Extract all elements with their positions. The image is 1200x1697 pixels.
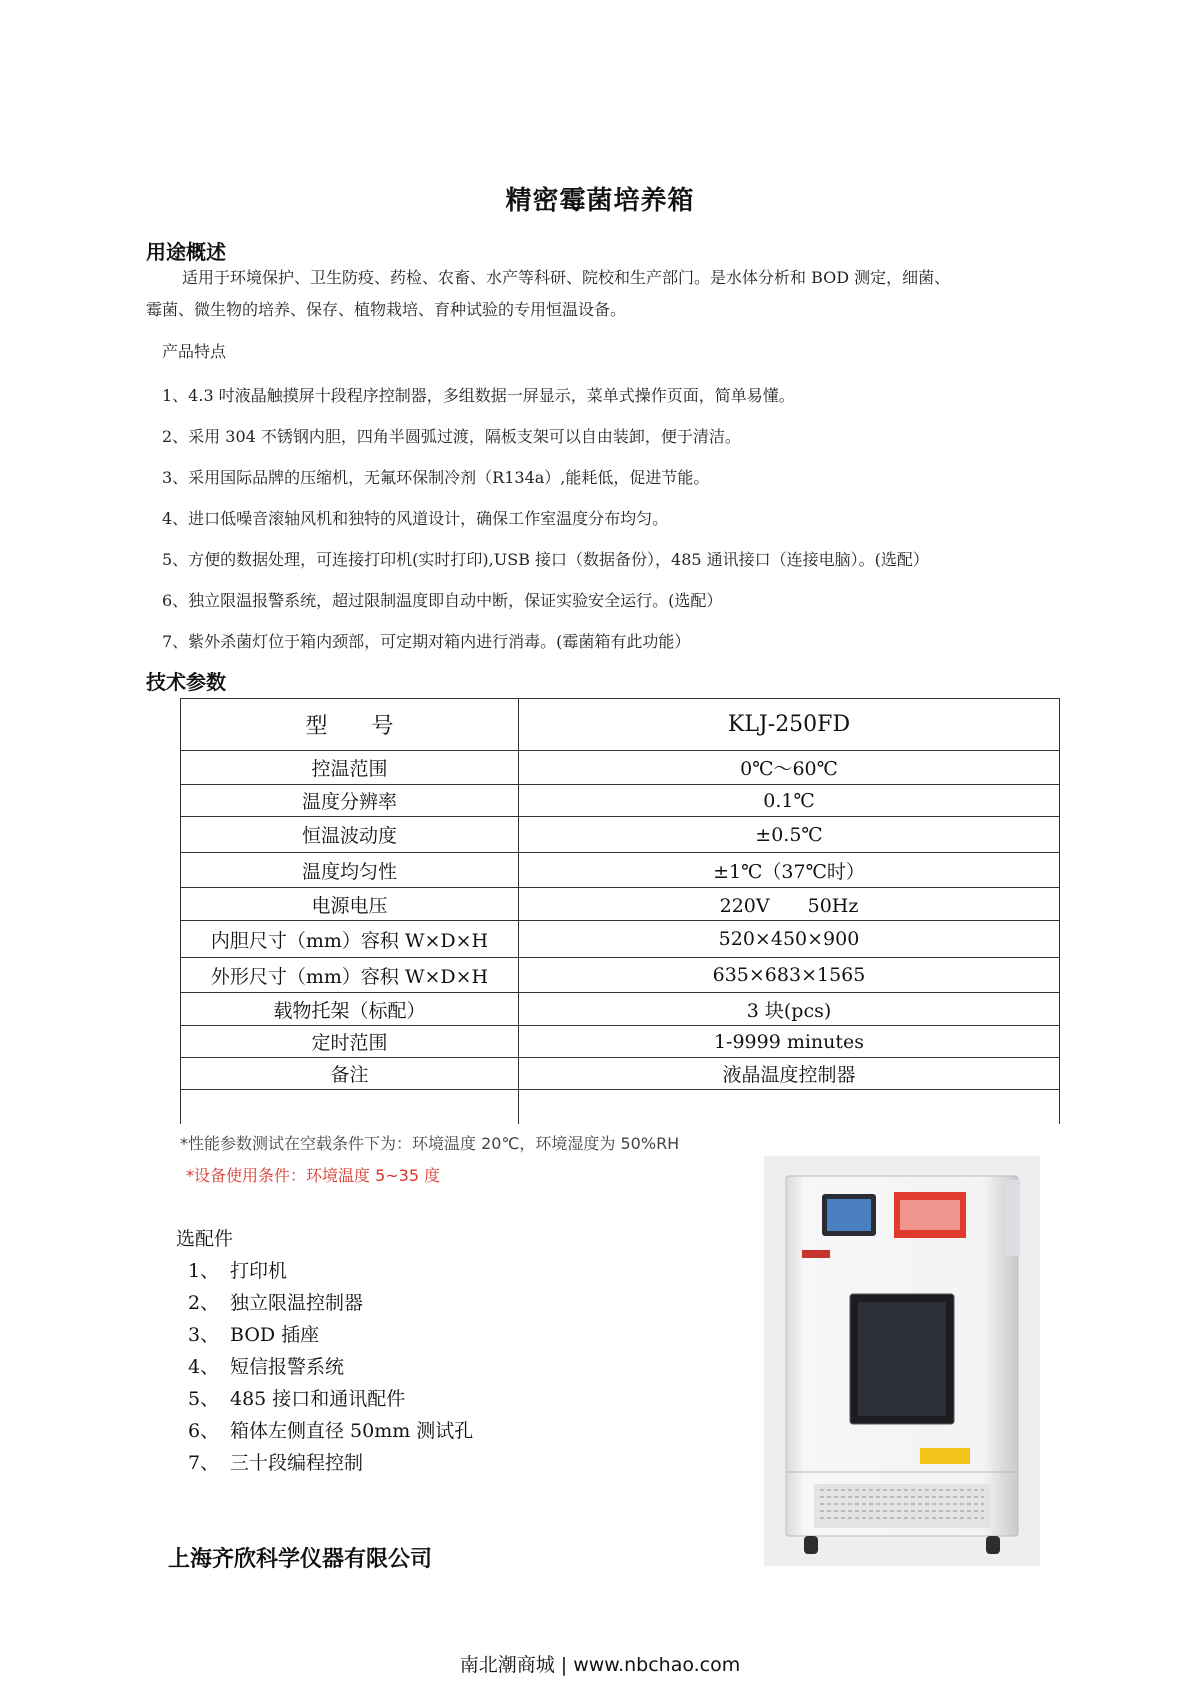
page-title: 精密霉菌培养箱: [505, 186, 695, 216]
spec-value: 520×450×900: [519, 921, 1060, 958]
caster-wheel-right: [986, 1536, 1000, 1554]
spec-label: 温度均匀性: [181, 853, 519, 888]
spec-header-row: [181, 699, 1060, 751]
table-row: [181, 853, 1060, 888]
list-item-text: 三十段编程控制: [230, 1452, 364, 1474]
table-row-empty: [181, 1090, 1060, 1124]
footer-link[interactable]: 南北潮商城 | www.nbchao.com: [459, 1654, 741, 1676]
list-item-number: 7、: [188, 1452, 220, 1474]
list-item-text: BOD 插座: [230, 1324, 320, 1346]
spec-label: 外形尺寸（mm）容积 W×D×H: [181, 958, 519, 993]
spec-value: 3 块(pcs): [519, 993, 1060, 1026]
spec-table: [180, 698, 1060, 1124]
spec-label: 温度分辨率: [181, 785, 519, 817]
list-item: [188, 1320, 319, 1347]
side-handle: [1006, 1180, 1020, 1256]
spec-label: 恒温波动度: [181, 817, 519, 853]
spec-value: ±0.5℃: [519, 817, 1060, 853]
spec-value: 0.1℃: [519, 785, 1060, 817]
list-item: [188, 1352, 344, 1379]
table-row: [181, 888, 1060, 921]
feature-item-6: 6、独立限温报警系统，超过限制温度即自动中断，保证实验安全运行。(选配）: [162, 591, 723, 610]
table-row: [181, 993, 1060, 1026]
test-condition-note: *性能参数测试在空载条件下为：环境温度 20℃，环境湿度为 50%RH: [180, 1134, 680, 1153]
usage-line-1: 适用于环境保护、卫生防疫、药检、农畜、水产等科研、院校和生产部门。是水体分析和 BOD 测定，细菌、: [182, 268, 951, 287]
spec-value: 220V 50Hz: [519, 888, 1060, 921]
list-item: [188, 1448, 363, 1475]
usage-condition-note: *设备使用条件：环境温度 5~35 度: [186, 1166, 441, 1185]
feature-item-7: 7、紫外杀菌灯位于箱内颈部，可定期对箱内进行消毒。(霉菌箱有此功能）: [162, 632, 691, 651]
spec-value: [519, 1090, 1060, 1124]
usage-heading: 用途概述: [146, 240, 226, 264]
brand-logo-icon: [802, 1250, 830, 1258]
feature-item-1: 1、4.3 吋液晶触摸屏十段程序控制器，多组数据一屏显示，菜单式操作页面，简单易懂。: [162, 386, 795, 405]
spec-value: 635×683×1565: [519, 958, 1060, 993]
list-item-text: 打印机: [230, 1260, 288, 1282]
caster-wheel-left: [804, 1536, 818, 1554]
table-row: [181, 921, 1060, 958]
spec-value: 0℃～60℃: [519, 751, 1060, 785]
list-item: [188, 1416, 473, 1443]
list-item-number: 5、: [188, 1388, 220, 1410]
table-row: [181, 751, 1060, 785]
spec-label: 载物托架（标配）: [181, 993, 519, 1026]
specs-heading: 技术参数: [146, 670, 226, 694]
list-item-number: 3、: [188, 1324, 220, 1346]
ventilation-grille: [814, 1484, 990, 1528]
list-item-number: 6、: [188, 1420, 220, 1442]
feature-item-4: 4、进口低噪音滚轴风机和独特的风道设计，确保工作室温度分布均匀。: [162, 509, 669, 528]
spec-label: 内胆尺寸（mm）容积 W×D×H: [181, 921, 519, 958]
table-row: [181, 1026, 1060, 1058]
spec-label: 电源电压: [181, 888, 519, 921]
list-item-text: 485 接口和通讯配件: [230, 1388, 406, 1410]
features-heading: 产品特点: [162, 342, 227, 361]
feature-item-3: 3、采用国际品牌的压缩机，无氟环保制冷剂（R134a）,能耗低，促进节能。: [162, 468, 710, 487]
spec-label: [181, 1090, 519, 1124]
usage-line-2: 霉菌、微生物的培养、保存、植物栽培、育种试验的专用恒温设备。: [146, 300, 627, 319]
spec-value: 1-9999 minutes: [519, 1026, 1060, 1058]
list-item-number: 4、: [188, 1356, 220, 1378]
spec-value: 液晶温度控制器: [519, 1058, 1060, 1090]
label-plate-inner: [900, 1200, 960, 1230]
list-item-text: 箱体左侧直径 50mm 测试孔: [230, 1420, 474, 1442]
list-item: [188, 1384, 405, 1411]
incubator-image: [764, 1156, 1040, 1566]
list-item-number: 2、: [188, 1292, 220, 1314]
table-row: [181, 958, 1060, 993]
list-item: [188, 1288, 363, 1315]
company-name: 上海齐欣科学仪器有限公司: [168, 1547, 433, 1572]
table-row: [181, 817, 1060, 853]
feature-item-2: 2、采用 304 不锈钢内胆，四角半圆弧过渡，隔板支架可以自由装卸，便于清洁。: [162, 427, 741, 446]
feature-item-5: 5、方便的数据处理，可连接打印机(实时打印),USB 接口（数据备份），485 通讯接口（连接电脑）。(选配）: [162, 550, 929, 569]
list-item-text: 短信报警系统: [230, 1356, 345, 1378]
warning-label: [920, 1448, 970, 1464]
table-row: [181, 1058, 1060, 1090]
list-item-text: 独立限温控制器: [230, 1292, 364, 1314]
accessories-heading: 选配件: [176, 1228, 234, 1250]
spec-label: 定时范围: [181, 1026, 519, 1058]
table-row: [181, 785, 1060, 817]
spec-header-label: 型 号: [181, 699, 519, 751]
list-item-number: 1、: [188, 1260, 220, 1282]
list-item: [188, 1256, 287, 1283]
spec-header-value: KLJ-250FD: [519, 699, 1060, 751]
viewing-window-glass: [858, 1302, 946, 1416]
spec-label: 控温范围: [181, 751, 519, 785]
lcd-icon: [827, 1199, 871, 1231]
spec-value: ±1℃（37℃时）: [519, 853, 1060, 888]
spec-label: 备注: [181, 1058, 519, 1090]
